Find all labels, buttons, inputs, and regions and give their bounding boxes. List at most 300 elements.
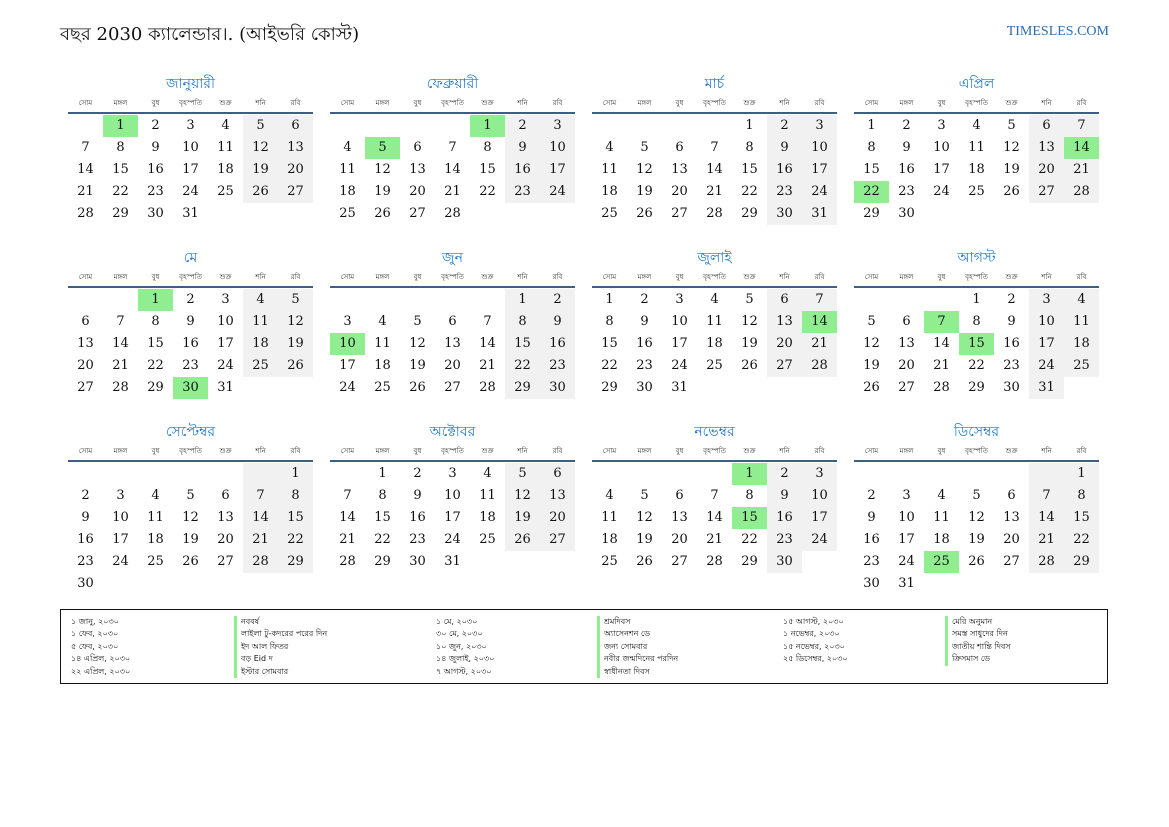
empty-cell (208, 463, 243, 485)
day-cell: 13 (671, 162, 688, 177)
day-cell: 28 (444, 206, 461, 221)
day-cell: 3 (343, 314, 352, 329)
empty-cell (592, 115, 627, 137)
month-title: মে (183, 250, 198, 266)
day-cell: 2 (186, 292, 195, 307)
day-cell: 16 (77, 532, 94, 547)
day-cell: 17 (671, 336, 688, 351)
day-cell: 31 (217, 380, 234, 395)
day-cell: 30 (540, 377, 575, 399)
day-cell: 13 (898, 336, 915, 351)
day-cell: 24 (444, 532, 461, 547)
day-cell: 22 (147, 358, 164, 373)
day-cell: 19 (968, 532, 985, 547)
day-cell: 2 (640, 292, 649, 307)
day-cell: 25 (339, 206, 356, 221)
empty-cell (994, 463, 1029, 485)
legend-names-col-1 (234, 616, 327, 678)
month-title: ডিসেম্বর (953, 424, 1000, 440)
day-cell: 4 (343, 140, 352, 155)
day-cell: 10 (898, 510, 915, 525)
day-cell: 7 (710, 140, 719, 155)
day-cell: 5 (640, 140, 649, 155)
empty-cell (854, 289, 889, 311)
day-cell: 3 (116, 488, 125, 503)
day-cell: 18 (706, 336, 723, 351)
month-title: জুলাই (697, 250, 732, 266)
day-cell: 18 (374, 358, 391, 373)
weekday-label: শনি (779, 447, 790, 455)
day-cell: 8 (505, 311, 540, 333)
day-cell: 25 (217, 184, 234, 199)
holiday-day: 1 (103, 115, 138, 137)
legend-holiday-name: ইদ আল ফিতর (234, 641, 327, 653)
weekday-label: রবি (814, 273, 825, 281)
holiday-day: 30 (173, 377, 208, 399)
day-cell: 24 (671, 358, 688, 373)
weekday-label: শনি (255, 447, 266, 455)
legend-holiday-name: লাইলা টু-কদরের পরের দিন (234, 628, 327, 640)
day-cell: 4 (1064, 289, 1099, 311)
weekday-label: সোম (78, 99, 93, 107)
weekday-label: সোম (602, 273, 617, 281)
weekday-label: শনি (517, 99, 528, 107)
weekday-label: মঙ্গল (637, 99, 652, 107)
weekday-label: রবি (290, 99, 301, 107)
day-cell: 13 (540, 485, 575, 507)
empty-cell (924, 463, 959, 485)
day-cell: 4 (151, 488, 160, 503)
day-cell: 27 (898, 380, 915, 395)
weekday-header (592, 444, 837, 458)
weekday-header (68, 444, 313, 458)
day-cell: 27 (671, 554, 688, 569)
weekday-label: শনি (255, 273, 266, 281)
weekday-label: শুক্র (1005, 273, 1018, 281)
day-cell: 26 (374, 206, 391, 221)
day-cell: 8 (605, 314, 614, 329)
day-cell: 29 (505, 377, 540, 399)
day-cell: 16 (505, 159, 540, 181)
day-cell: 21 (243, 529, 278, 551)
weekday-label: বুধ (151, 273, 160, 281)
day-cell: 7 (81, 140, 90, 155)
day-cell: 7 (243, 485, 278, 507)
day-cell: 9 (902, 140, 911, 155)
day-cell: 21 (802, 333, 837, 355)
day-cell: 20 (540, 507, 575, 529)
day-cell: 26 (182, 554, 199, 569)
day-cell: 2 (767, 463, 802, 485)
weekday-header (330, 444, 575, 458)
day-cell: 27 (1029, 181, 1064, 203)
month-calendar (330, 420, 575, 573)
weekday-label: রবি (552, 273, 563, 281)
month-title: এপ্রিল (958, 76, 995, 92)
weekday-label: শুক্র (219, 273, 232, 281)
day-cell: 2 (902, 118, 911, 133)
day-cell: 1 (505, 289, 540, 311)
day-cell: 15 (863, 162, 880, 177)
day-cell: 3 (937, 118, 946, 133)
day-cell: 17 (1029, 333, 1064, 355)
day-cell: 23 (540, 355, 575, 377)
empty-cell (697, 463, 732, 485)
legend-date: ৩০ মে, ২০৩০ (436, 629, 483, 639)
day-cell: 20 (409, 184, 426, 199)
day-cell: 3 (902, 488, 911, 503)
day-cell: 25 (1064, 355, 1099, 377)
day-cell: 27 (540, 529, 575, 551)
weekday-label: বৃহস্পতি (441, 273, 464, 281)
weekday-header (592, 270, 837, 284)
day-cell: 30 (898, 206, 915, 221)
day-cell: 18 (339, 184, 356, 199)
weekday-label: শুক্র (481, 273, 494, 281)
weekday-label: শুক্র (481, 99, 494, 107)
month-title: মার্চ (704, 76, 725, 92)
month-calendar (592, 246, 837, 399)
legend-date: ১০ জুন, ২০৩০ (436, 641, 487, 651)
header-rule (330, 112, 575, 114)
day-cell: 12 (243, 137, 278, 159)
day-grid (330, 463, 575, 573)
day-cell: 18 (968, 162, 985, 177)
holiday-day: 5 (365, 137, 400, 159)
day-cell: 12 (374, 162, 391, 177)
weekday-label: মঙ্গল (375, 273, 390, 281)
day-cell: 16 (1003, 336, 1020, 351)
day-cell: 22 (374, 532, 391, 547)
day-cell: 10 (112, 510, 129, 525)
day-cell: 8 (867, 140, 876, 155)
day-cell: 18 (217, 162, 234, 177)
weekday-label: শুক্র (743, 273, 756, 281)
day-cell: 6 (902, 314, 911, 329)
empty-cell (330, 463, 365, 485)
day-cell: 10 (217, 314, 234, 329)
day-cell: 6 (278, 115, 313, 137)
day-cell: 31 (1029, 377, 1064, 399)
weekday-label: বুধ (675, 447, 684, 455)
day-cell: 5 (413, 314, 422, 329)
holiday-day: 1 (138, 289, 173, 311)
day-cell: 6 (540, 463, 575, 485)
weekday-label: মঙ্গল (375, 447, 390, 455)
empty-cell (627, 463, 662, 485)
legend-dates-col-3 (783, 616, 848, 666)
day-cell: 12 (505, 485, 540, 507)
weekday-label: বুধ (937, 99, 946, 107)
day-cell: 4 (483, 466, 492, 481)
weekday-label: বুধ (675, 273, 684, 281)
weekday-label: রবি (814, 447, 825, 455)
day-cell: 19 (505, 507, 540, 529)
day-cell: 7 (343, 488, 352, 503)
day-cell: 23 (147, 184, 164, 199)
day-cell: 23 (767, 529, 802, 551)
weekday-label: বুধ (413, 99, 422, 107)
day-cell: 4 (221, 118, 230, 133)
header-rule (854, 460, 1099, 462)
day-cell: 13 (1029, 137, 1064, 159)
holiday-day: 7 (924, 311, 959, 333)
holiday-day: 14 (1064, 137, 1099, 159)
day-grid (592, 289, 837, 399)
weekday-label: শনি (517, 447, 528, 455)
day-cell: 12 (636, 162, 653, 177)
day-cell: 5 (505, 463, 540, 485)
day-cell: 11 (243, 311, 278, 333)
day-cell: 17 (112, 532, 129, 547)
day-cell: 31 (182, 206, 199, 221)
weekday-header (854, 270, 1099, 284)
day-cell: 25 (479, 532, 496, 547)
legend-date: ১৪ এপ্রিল, ২০৩০ (71, 654, 131, 664)
day-cell: 1 (745, 118, 754, 133)
day-cell: 25 (147, 554, 164, 569)
weekday-header (68, 96, 313, 110)
legend-dates-col-2 (436, 616, 494, 678)
day-cell: 21 (706, 532, 723, 547)
day-cell: 4 (710, 292, 719, 307)
day-cell: 25 (601, 206, 618, 221)
day-cell: 25 (968, 184, 985, 199)
page-title: বছর 2030 ক্যালেন্ডার।. (আইভরি কোস্ট) (60, 24, 360, 45)
day-cell: 29 (601, 380, 618, 395)
day-cell: 14 (112, 336, 129, 351)
day-cell: 22 (278, 529, 313, 551)
day-cell: 9 (413, 488, 422, 503)
day-cell: 16 (147, 162, 164, 177)
day-cell: 29 (374, 554, 391, 569)
weekday-label: সোম (340, 447, 355, 455)
empty-cell (68, 115, 103, 137)
day-cell: 26 (636, 554, 653, 569)
day-grid (330, 115, 575, 225)
weekday-label: সোম (864, 99, 879, 107)
day-cell: 7 (483, 314, 492, 329)
empty-cell (68, 289, 103, 311)
legend-dates-col-1 (71, 616, 130, 678)
empty-cell (697, 115, 732, 137)
holiday-day: 14 (802, 311, 837, 333)
day-cell: 24 (933, 184, 950, 199)
day-cell: 27 (409, 206, 426, 221)
day-cell: 16 (767, 507, 802, 529)
day-cell: 9 (767, 137, 802, 159)
weekday-label: রবি (290, 273, 301, 281)
day-cell: 21 (1029, 529, 1064, 551)
day-cell: 11 (479, 488, 496, 503)
day-cell: 3 (802, 463, 837, 485)
day-cell: 24 (898, 554, 915, 569)
weekday-label: বুধ (937, 447, 946, 455)
day-cell: 15 (147, 336, 164, 351)
weekday-label: বুধ (151, 99, 160, 107)
day-cell: 29 (863, 206, 880, 221)
month-calendar (330, 72, 575, 225)
weekday-label: মঙ্গল (113, 447, 128, 455)
day-cell: 28 (339, 554, 356, 569)
day-cell: 18 (933, 532, 950, 547)
weekday-label: বুধ (937, 273, 946, 281)
legend-holiday-name: ইস্টার সোমবার (234, 666, 327, 678)
month-calendar (854, 246, 1099, 399)
header-rule (68, 286, 313, 288)
holiday-day: 22 (854, 181, 889, 203)
month-calendar (68, 420, 313, 595)
day-grid (854, 463, 1099, 595)
empty-cell (1029, 463, 1064, 485)
empty-cell (243, 463, 278, 485)
weekday-label: বৃহস্পতি (441, 99, 464, 107)
weekday-label: মঙ্গল (113, 273, 128, 281)
weekday-label: সোম (864, 273, 879, 281)
day-cell: 29 (741, 206, 758, 221)
day-cell: 30 (77, 576, 94, 591)
day-cell: 19 (636, 184, 653, 199)
day-cell: 20 (1003, 532, 1020, 547)
day-cell: 17 (217, 336, 234, 351)
day-cell: 20 (77, 358, 94, 373)
day-cell: 17 (540, 159, 575, 181)
day-cell: 12 (741, 314, 758, 329)
day-cell: 6 (81, 314, 90, 329)
day-cell: 14 (706, 510, 723, 525)
day-cell: 9 (767, 485, 802, 507)
day-cell: 9 (540, 311, 575, 333)
legend-date: ১ নভেম্বর, ২০৩০ (783, 629, 840, 639)
day-cell: 21 (706, 184, 723, 199)
legend-holiday-name: শ্রমদিবস (597, 616, 678, 628)
weekday-label: বৃহস্পতি (179, 99, 202, 107)
header-rule (854, 286, 1099, 288)
day-cell: 5 (1007, 118, 1016, 133)
day-cell: 22 (741, 184, 758, 199)
day-cell: 20 (671, 184, 688, 199)
day-cell: 20 (671, 532, 688, 547)
weekday-label: বুধ (675, 99, 684, 107)
weekday-label: শনি (779, 273, 790, 281)
day-cell: 30 (767, 551, 802, 573)
day-cell: 27 (1003, 554, 1020, 569)
day-cell: 15 (278, 507, 313, 529)
day-cell: 7 (1064, 115, 1099, 137)
header-rule (592, 286, 837, 288)
weekday-label: সোম (340, 273, 355, 281)
day-cell: 16 (898, 162, 915, 177)
day-cell: 24 (540, 181, 575, 203)
day-cell: 9 (505, 137, 540, 159)
weekday-label: শনি (1041, 447, 1052, 455)
day-cell: 23 (863, 554, 880, 569)
holiday-day: 10 (330, 333, 365, 355)
site-link[interactable]: TIMESLES.COM (1006, 24, 1109, 39)
day-cell: 2 (413, 466, 422, 481)
weekday-label: রবি (290, 447, 301, 455)
header-rule (68, 112, 313, 114)
day-cell: 25 (706, 358, 723, 373)
weekday-label: সোম (602, 99, 617, 107)
day-cell: 6 (675, 488, 684, 503)
day-cell: 22 (505, 355, 540, 377)
empty-cell (173, 463, 208, 485)
day-cell: 3 (221, 292, 230, 307)
day-cell: 27 (671, 206, 688, 221)
holiday-day: 15 (959, 333, 994, 355)
day-cell: 18 (147, 532, 164, 547)
day-cell: 13 (409, 162, 426, 177)
day-cell: 23 (1003, 358, 1020, 373)
weekday-label: বুধ (413, 447, 422, 455)
day-cell: 30 (863, 576, 880, 591)
day-cell: 21 (339, 532, 356, 547)
day-cell: 17 (444, 510, 461, 525)
day-cell: 16 (767, 159, 802, 181)
day-cell: 25 (243, 355, 278, 377)
day-cell: 14 (444, 162, 461, 177)
month-title: জানুয়ারী (166, 76, 215, 92)
day-cell: 13 (77, 336, 94, 351)
day-cell: 11 (374, 336, 391, 351)
day-cell: 4 (937, 488, 946, 503)
empty-cell (400, 115, 435, 137)
day-cell: 16 (409, 510, 426, 525)
day-cell: 5 (867, 314, 876, 329)
day-cell: 24 (217, 358, 234, 373)
day-cell: 31 (671, 380, 688, 395)
day-cell: 27 (217, 554, 234, 569)
day-cell: 17 (933, 162, 950, 177)
weekday-label: মঙ্গল (899, 273, 914, 281)
day-cell: 21 (1064, 159, 1099, 181)
day-cell: 7 (1029, 485, 1064, 507)
day-cell: 10 (671, 314, 688, 329)
day-cell: 11 (601, 510, 618, 525)
day-cell: 22 (112, 184, 129, 199)
day-cell: 1 (605, 292, 614, 307)
legend-date: ৭ আগস্ট, ২০৩০ (436, 666, 492, 676)
day-cell: 24 (182, 184, 199, 199)
day-cell: 16 (182, 336, 199, 351)
day-cell: 26 (741, 358, 758, 373)
day-cell: 6 (413, 140, 422, 155)
day-cell: 24 (339, 380, 356, 395)
legend-date: ১৫ নভেম্বর, ২০৩০ (783, 641, 845, 651)
day-cell: 13 (1003, 510, 1020, 525)
month-title: ফেব্রুয়ারী (426, 76, 479, 92)
day-cell: 11 (968, 140, 985, 155)
day-cell: 17 (802, 159, 837, 181)
day-cell: 20 (767, 333, 802, 355)
day-cell: 31 (444, 554, 461, 569)
legend-date: ১ মে, ২০৩০ (436, 617, 478, 626)
day-cell: 11 (217, 140, 234, 155)
weekday-label: সোম (602, 447, 617, 455)
day-cell: 24 (802, 181, 837, 203)
day-cell: 14 (479, 336, 496, 351)
empty-cell (330, 115, 365, 137)
day-cell: 14 (243, 507, 278, 529)
day-cell: 6 (448, 314, 457, 329)
day-cell: 20 (217, 532, 234, 547)
day-cell: 18 (243, 333, 278, 355)
day-cell: 23 (767, 181, 802, 203)
day-cell: 12 (636, 510, 653, 525)
day-cell: 24 (112, 554, 129, 569)
month-title: জুন (442, 250, 463, 266)
